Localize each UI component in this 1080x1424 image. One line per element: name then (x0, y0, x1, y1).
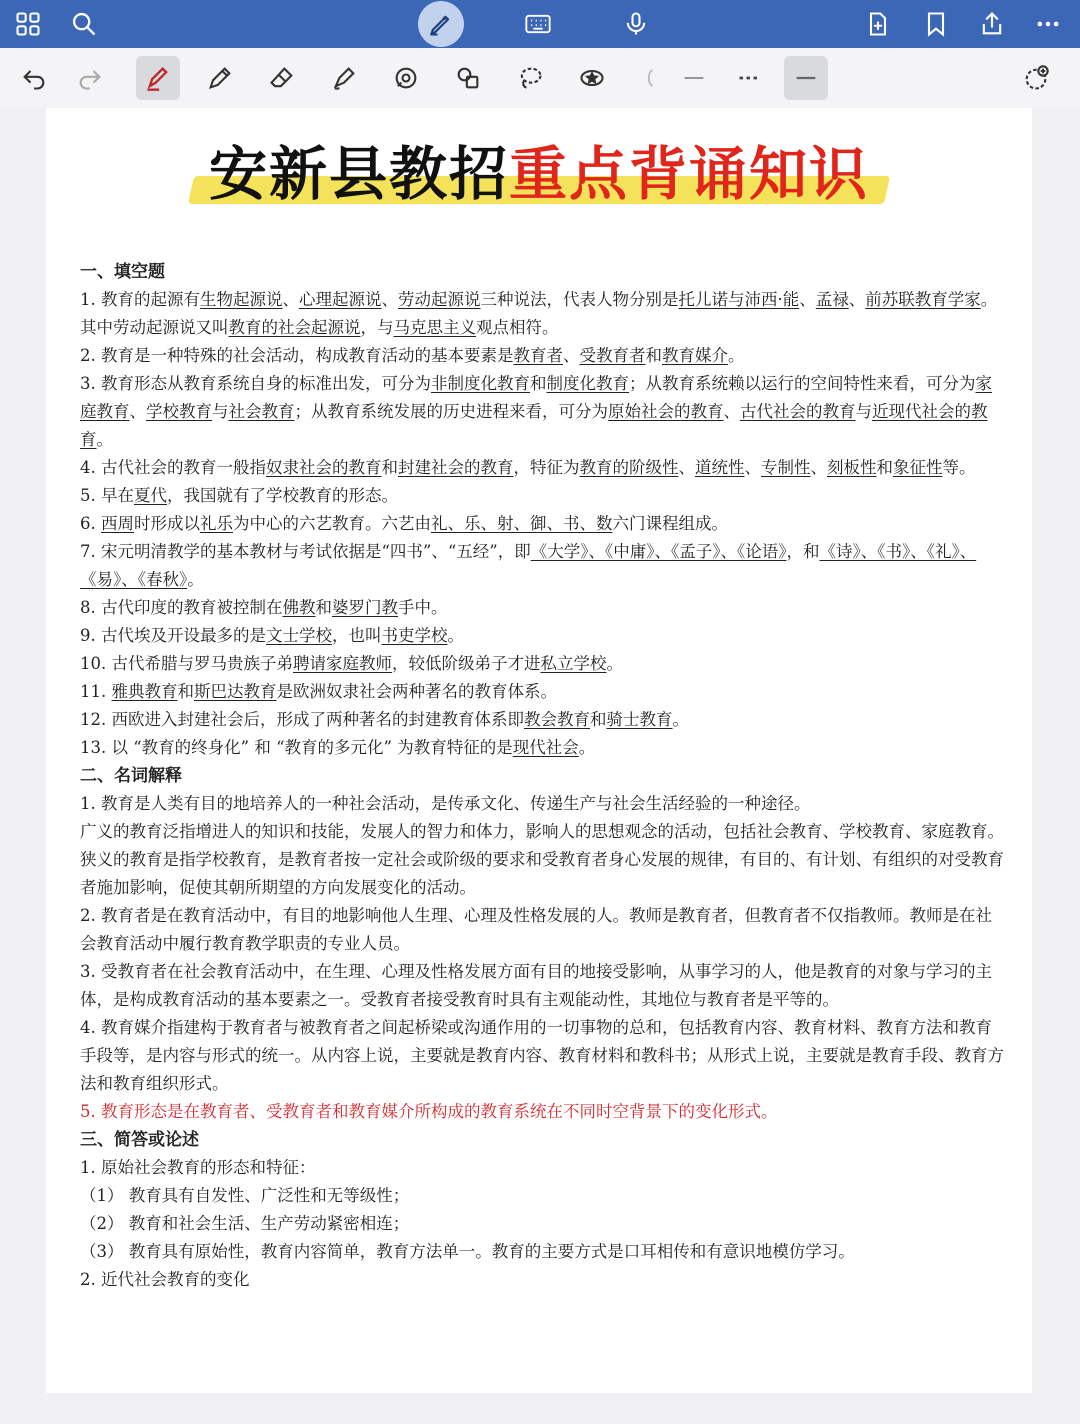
underlined-answer: 刻板性 (827, 458, 877, 477)
doc-line (80, 790, 1008, 818)
underlined-answer: 马克思主义 (393, 318, 476, 337)
underlined-answer: 古代社会的教育 (740, 402, 856, 421)
text-run: 和 (381, 458, 398, 477)
top-app-bar (0, 0, 1080, 48)
doc-line (80, 1238, 1008, 1266)
underlined-answer: 专制性 (761, 458, 811, 477)
text-run: 。 (96, 430, 113, 449)
text-run: 、 (848, 290, 866, 309)
keyboard-icon[interactable] (520, 6, 556, 42)
text-run: ；从教育系统赖以运行的空间特性来看，可分为 (629, 374, 976, 393)
text-run: 12. 西欧进入封建社会后，形成了两种著名的封建教育体系即 (80, 710, 524, 729)
text-run: 13. 以 “教育的终身化” 和 “教育的多元化” 为教育特征的是 (80, 738, 513, 757)
text-run: 。 (728, 346, 745, 365)
text-run: 等。 (942, 458, 976, 477)
text-run: 、 (799, 290, 816, 309)
text-run: 。其中劳动起源说又叫 (80, 290, 998, 337)
text-run: ，和 (786, 542, 820, 561)
doc-line (80, 734, 1008, 762)
doc-line (80, 1098, 1008, 1126)
text-run: 、 (129, 402, 146, 421)
text-run: 和 (590, 710, 607, 729)
text-run: 11. (80, 682, 112, 701)
line-style-dashed-icon[interactable] (732, 60, 768, 96)
pen-tool-icon[interactable] (136, 56, 180, 100)
text-run: ，与 (360, 318, 394, 337)
text-run: 1. 教育的起源有 (80, 290, 200, 309)
text-run: 6. (80, 514, 101, 533)
eraser-icon[interactable] (264, 60, 300, 96)
underlined-answer: 心理起源说 (299, 290, 382, 309)
section-heading (80, 762, 1008, 790)
text-run: 和 (876, 458, 893, 477)
doc-line (80, 538, 1008, 594)
share-icon[interactable] (974, 6, 1010, 42)
underlined-answer: 教育的阶级性 (579, 458, 679, 477)
text-run: ，较低阶级弟子才进 (392, 654, 541, 673)
underlined-answer: 受教育者 (579, 346, 646, 365)
text-run: 、 (563, 346, 580, 365)
doc-line (80, 902, 1008, 958)
underlined-answer: 托儿诺与沛西·能 (678, 290, 800, 309)
text-run: 和 (530, 374, 547, 393)
text-run: 观点相符。 (476, 318, 559, 337)
doc-line (80, 286, 1008, 342)
doc-line (80, 1210, 1008, 1238)
underlined-answer: 《大学》、《中庸》、《孟子》、《论语》 (530, 542, 787, 561)
underlined-answer: 封建社会的教育 (398, 458, 514, 477)
doc-line (80, 650, 1008, 678)
underlined-answer: 雅典教育 (111, 682, 178, 701)
text-run: 与 (855, 402, 872, 421)
text-run: 2. 教育者是在教育活动中，有目的地影响他人生理、心理及性格发展的人。教师是教育者，但教育者不仅指教师。教师是在社会教育活动中履行教育教学职责的专业人员。 (80, 906, 992, 953)
doc-line (80, 846, 1008, 902)
text-run: 、 (723, 402, 740, 421)
add-color-icon[interactable] (1018, 60, 1054, 96)
text-run: 时形成以 (134, 514, 200, 533)
grid-icon[interactable] (10, 6, 46, 42)
section-heading (80, 1126, 1008, 1154)
bookmark-icon[interactable] (918, 6, 954, 42)
lasso-icon[interactable] (512, 60, 548, 96)
text-run: 。 (606, 654, 623, 673)
text-run: 为中心的六艺教育。六艺由 (233, 514, 431, 533)
text-run: 3. 教育形态从教育系统自身的标准出发，可分为 (80, 374, 431, 393)
text-run: 1. 教育是人类有目的地培养人的一种社会活动，是传承文化、传递生产与社会生活经验的一种途径。 (80, 794, 811, 813)
more-icon[interactable] (1030, 6, 1066, 42)
doc-line (80, 622, 1008, 650)
underlined-answer: 现代社会 (512, 738, 579, 757)
text-run: （1） 教育具有自发性、广泛性和无等级性； (80, 1186, 410, 1205)
doc-line (80, 1266, 1008, 1289)
text-run: ，特征为 (513, 458, 580, 477)
text-run: 三、简答或论述 (80, 1130, 199, 1150)
text-run: 1. 原始社会教育的形态和特征： (80, 1158, 316, 1177)
doc-line (80, 454, 1008, 482)
doc-line (80, 370, 1008, 454)
doc-line (80, 706, 1008, 734)
text-run: 。 (187, 570, 204, 589)
text-run: 。 (447, 626, 464, 645)
line-style-selected-icon[interactable] (784, 56, 828, 100)
text-run: 10. 古代希腊与罗马贵族子弟 (80, 654, 293, 673)
text-run: （3） 教育具有原始性，教育内容简单，教育方法单一。教育的主要方式是口耳相传和有意识地模仿学习。 (80, 1242, 855, 1261)
text-run: 。 (578, 738, 596, 757)
pen-mode-icon[interactable] (418, 1, 464, 47)
underlined-answer: 教育的社会起源说 (228, 318, 361, 337)
underlined-answer: 劳动起源说 (398, 290, 481, 309)
text-run: 和 (315, 598, 332, 617)
text-run: 9. 古代埃及开设最多的是 (80, 626, 266, 645)
search-icon[interactable] (66, 6, 102, 42)
text-run: （2） 教育和社会生活、生产劳动紧密相连； (80, 1214, 410, 1233)
doc-line (80, 1182, 1008, 1210)
underlined-answer: 骑士教育 (606, 710, 673, 729)
underlined-answer: 教会教育 (524, 710, 590, 729)
text-run: 狭义的教育是指学校教育，是教育者按一定社会或阶级的要求和受教育者身心发展的规律，有目的、有计划、有组织的对受教育者施加影响，促使其朝所期望的方向发展变化的活动。 (80, 850, 1004, 897)
section-heading (80, 258, 1008, 286)
underlined-answer: 聘请家庭教师 (293, 654, 392, 673)
redo-icon[interactable] (72, 60, 108, 96)
doc-line (80, 1014, 1008, 1098)
text-run: ，也叫 (332, 626, 382, 645)
underlined-answer: 教育者 (513, 346, 563, 365)
drawing-toolbar (0, 48, 1080, 108)
underlined-answer: 道统性 (695, 458, 745, 477)
underlined-answer: 前苏联教育学家 (865, 290, 981, 309)
text-run: 、 (810, 458, 827, 477)
doc-line (80, 818, 1008, 846)
underlined-answer: 婆罗门教 (332, 598, 398, 617)
underlined-answer: 斯巴达教育 (194, 682, 277, 701)
pencil-icon[interactable] (202, 60, 238, 96)
text-run: 。 (672, 710, 689, 729)
text-run: 手中。 (398, 598, 448, 617)
underlined-answer: 生物起源说 (200, 290, 283, 309)
underlined-answer: 社会教育 (228, 402, 295, 421)
text-run: 和 (177, 682, 194, 701)
doc-line (80, 510, 1008, 538)
underlined-answer: 教育媒介 (662, 346, 728, 365)
text-run: 8. 古代印度的教育被控制在 (80, 598, 283, 617)
text-run: 、 (678, 458, 695, 477)
underlined-answer: 《诗》、《书》、《礼》、《易》、《春秋》 (80, 542, 977, 589)
text-run: 3. 受教育者在社会教育活动中，在生理、心理及性格发展方面有目的地接受影响，从事学习的人，他是教育的对象与学习的主体，是构成教育活动的基本要素之一。受教育者接受教育时具有主观能动性，其地位与教育者是平等的。 (80, 962, 992, 1009)
text-run: 一、填空题 (80, 262, 165, 282)
underlined-answer: 家庭教育 (80, 374, 992, 421)
text-run: 是欧洲奴隶社会两种著名的教育体系。 (276, 682, 557, 701)
title-red-part: 重点背诵知识 (509, 140, 870, 208)
title-black-part: 安新县教招 (208, 140, 509, 208)
underlined-answer: 礼乐 (200, 514, 233, 533)
text-run: 、 (282, 290, 299, 309)
text-run: ；从教育系统发展的历史进程来看，可分为 (294, 402, 608, 421)
text-run: 5. 早在 (80, 486, 134, 505)
text-run: 、 (381, 290, 398, 309)
underlined-answer: 私立学校 (540, 654, 607, 673)
underlined-answer: 象征性 (893, 458, 943, 477)
line-style-solid-icon[interactable] (676, 60, 712, 96)
underlined-answer: 非制度化教育 (431, 374, 530, 393)
text-run: 二、名词解释 (80, 766, 182, 786)
underlined-answer: 夏代 (134, 486, 167, 505)
underlined-answer: 礼、乐、射、御、书、数 (431, 514, 613, 533)
text-run: 2. 教育是一种特殊的社会活动，构成教育活动的基本要素是 (80, 346, 514, 365)
underlined-answer: 佛教 (282, 598, 316, 617)
doc-line (80, 1154, 1008, 1182)
sticker-icon[interactable] (574, 60, 610, 96)
underlined-answer: 学校教育 (146, 402, 212, 421)
shapes-icon[interactable] (388, 60, 424, 96)
document-page[interactable] (46, 108, 1032, 1393)
underlined-answer: 原始社会的教育 (608, 402, 724, 421)
text-run: 与 (212, 402, 229, 421)
underlined-answer: 奴隶社会的教育 (266, 458, 382, 477)
elements-icon[interactable] (450, 60, 486, 96)
underlined-answer: 孟禄 (815, 290, 849, 309)
bracket-icon[interactable] (632, 60, 668, 96)
text-run: 广义的教育泛指增进人的知识和技能，发展人的智力和体力，影响人的思想观念的活动，包括社会教育、学校教育、家庭教育。 (80, 822, 1004, 841)
underlined-answer: 西周 (101, 514, 134, 533)
text-run: 、 (744, 458, 761, 477)
text-run: 2. 近代社会教育的变化 (80, 1270, 250, 1289)
page-title (191, 138, 887, 210)
doc-line (80, 958, 1008, 1014)
text-run: 4. 教育媒介指建构于教育者与被教育者之间起桥梁或沟通作用的一切事物的总和，包括教育内容、教育材料、教育方法和教育手段等，是内容与形式的统一。从内容上说，主要就是教育内容、教育材料和教科书；从形式上说，主要就是教育手段、教育方法和教育组织形式。 (80, 1018, 1004, 1093)
underlined-answer: 书吏学校 (381, 626, 448, 645)
red-text: 5. 教育形态是在教育者、受教育者和教育媒介所构成的教育系统在不同时空背景下的变化形式。 (80, 1102, 778, 1121)
doc-line (80, 678, 1008, 706)
document-body (80, 258, 1008, 1289)
text-run: 三种说法，代表人物分别是 (480, 290, 679, 309)
text-run: 4. 古代社会的教育一般指 (80, 458, 266, 477)
doc-line (80, 594, 1008, 622)
undo-icon[interactable] (16, 60, 52, 96)
title-area (46, 138, 1032, 210)
text-run: ，我国就有了学校教育的形态。 (167, 486, 398, 505)
text-run: 和 (645, 346, 662, 365)
underlined-answer: 文士学校 (266, 626, 332, 645)
microphone-icon[interactable] (618, 6, 654, 42)
doc-line (80, 342, 1008, 370)
highlighter-icon[interactable] (326, 60, 362, 96)
add-page-icon[interactable] (860, 6, 896, 42)
underlined-answer: 近现代社会的教育 (80, 402, 988, 449)
doc-line (80, 482, 1008, 510)
underlined-answer: 制度化教育 (546, 374, 629, 393)
text-run: 六门课程组成。 (612, 514, 728, 533)
text-run: 7. 宋元明清教学的基本教材与考试依据是“四书”、“五经”，即 (80, 542, 531, 561)
